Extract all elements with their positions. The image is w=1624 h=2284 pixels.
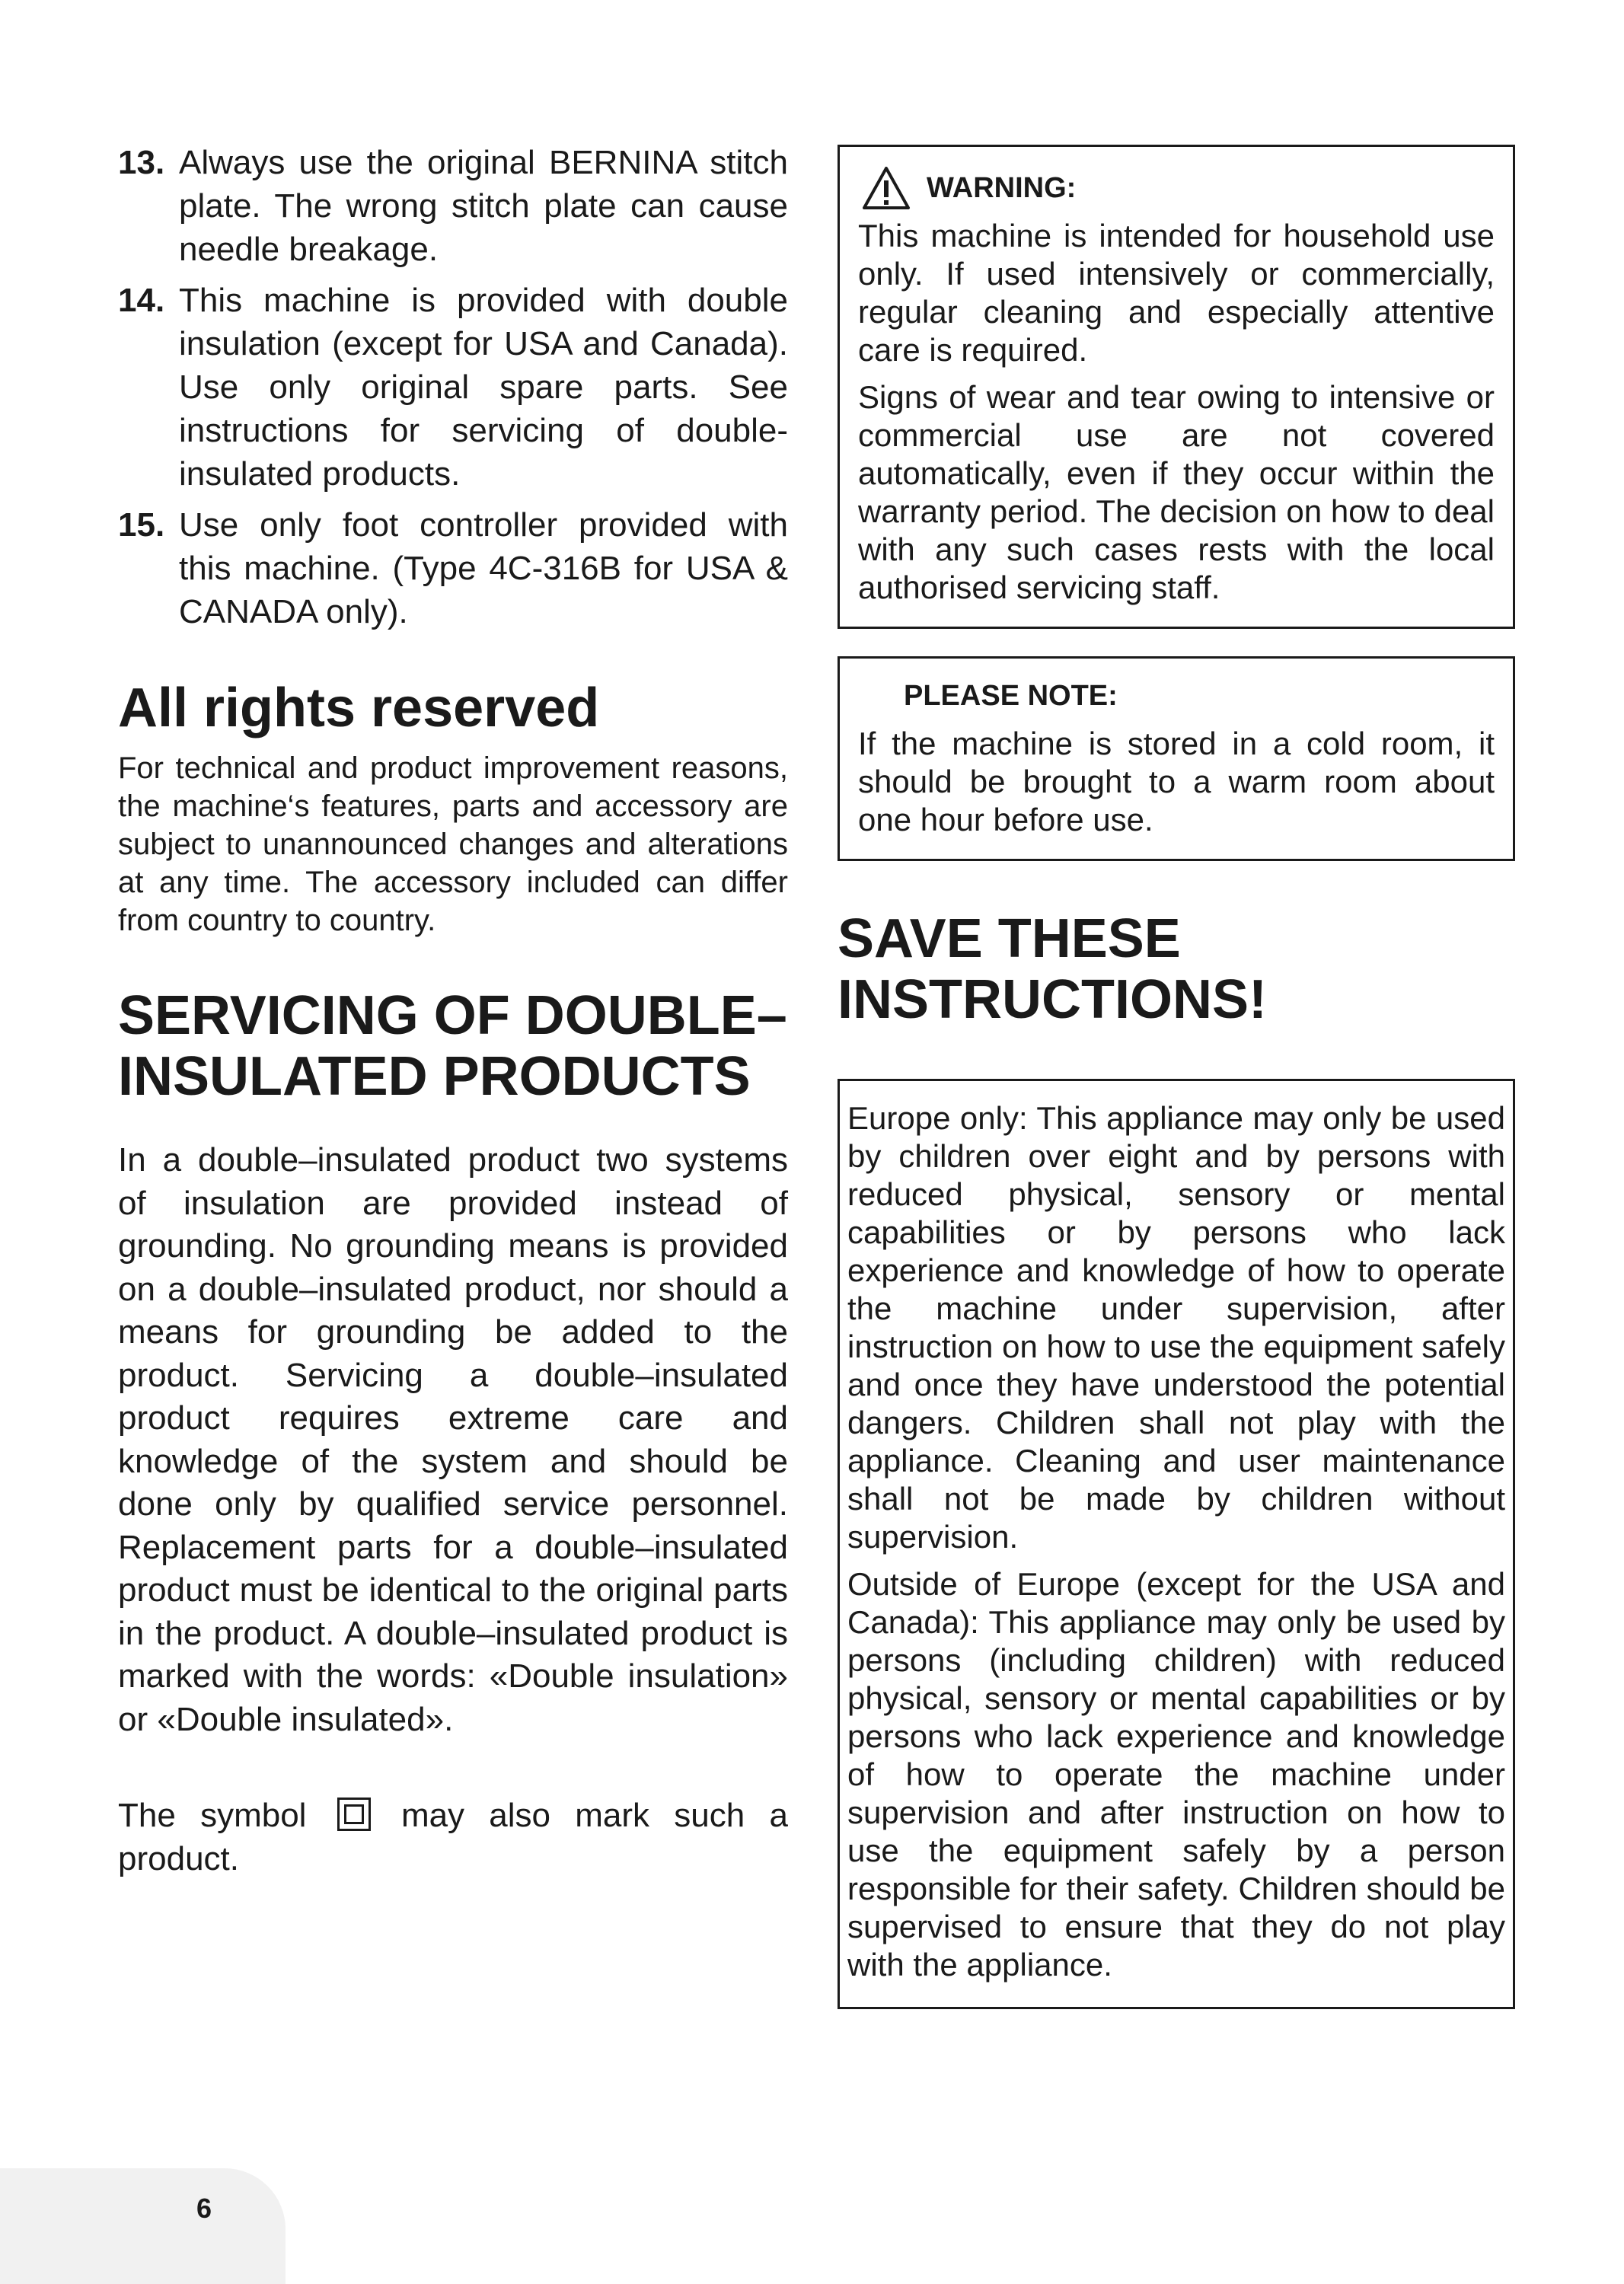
- servicing-heading: SERVICING OF DOUBLE–INSULATED PRODUCTS: [118, 985, 787, 1107]
- save-heading: SAVE THESE INSTRUCTIONS!: [838, 908, 1267, 1030]
- list-item: [118, 141, 788, 271]
- item-number: 13.: [118, 144, 165, 181]
- note-box: [838, 656, 1515, 861]
- warning-label: WARNING:: [927, 171, 1077, 204]
- servicing-text: In a double–insulated product two systems of insulation are provided instead of grounding. No grounding means is provided on a double–insulated product, nor should a means for grounding be added to the product. Servicing a double–insulated product requires extreme care and knowledge of the system and should be done only by qualified service personnel. Replacement parts for a double–insulated product must be identical to the original parts in the product. A double–insulated product is marked with the words: «Double insulation» or «Double insulated».: [118, 1141, 788, 1738]
- rights-text: For technical and product improvement reasons, the machine‘s features, parts and accessory are subject to unannounced changes and alterations at any time. The accessory included can differ from country to country.: [118, 751, 788, 937]
- warning-box: [838, 145, 1515, 629]
- warning-triangle-icon: [861, 165, 911, 211]
- symbol-text-after: may also mark such a product.: [118, 1797, 788, 1877]
- page-tab: [0, 2168, 286, 2284]
- right-column: [838, 145, 1515, 2009]
- page-number: 6: [196, 2193, 212, 2224]
- item-text: Always use the original BERNINA stitch plate. The wrong stitch plate can cause needle breakage.: [179, 144, 788, 268]
- note-text: If the machine is stored in a cold room, it should be brought to a warm room about one hour before use.: [858, 726, 1495, 837]
- symbol-text-before: The symbol: [118, 1797, 307, 1834]
- warning-text-2: Signs of wear and tear owing to intensive or commercial use are not covered automatically, even if they occur within the warranty period. The decision on how to deal with any such cases rests with the local authorised servicing staff.: [858, 379, 1495, 605]
- symbol-paragraph: [118, 1794, 788, 1880]
- europe-text-2: Outside of Europe (except for the USA and Canada): This appliance may only be used by persons (including children) with reduced physical, sensory or mental capabilities or by persons who lack experience and knowledge of how to operate the machine under supervision and after instruction on how to use the equipment safely by a person responsible for their safety. Children should be supervised to ensure that they do not play with the appliance.: [847, 1566, 1505, 1983]
- item-number: 15.: [118, 506, 165, 544]
- item-number: 14.: [118, 282, 165, 319]
- double-insulation-icon: [337, 1798, 371, 1831]
- left-column: [118, 141, 788, 1880]
- warning-header: [858, 165, 1495, 211]
- item-text: This machine is provided with double insulation (except for USA and Canada). Use only original spare parts. See instructions for servicing of double-insulated products.: [179, 282, 788, 493]
- europe-text-1: Europe only: This appliance may only be used by children over eight and by persons with reduced physical, sensory or mental capabilities or by persons who lack experience and knowledge of how to operate the machine under supervision, after instruction on how to use the equipment safely and once they have understood the potential dangers. Children shall not play with the appliance. Cleaning and user maintenance shall not be made by children without supervision.: [847, 1100, 1505, 1555]
- note-label: PLEASE NOTE:: [904, 680, 1118, 712]
- list-item: [118, 503, 788, 633]
- item-text: Use only foot controller provided with this machine. (Type 4C-316B for USA & CANADA only).: [179, 506, 788, 630]
- list-item: [118, 279, 788, 496]
- europe-box: [838, 1079, 1515, 2009]
- rights-heading: All rights reserved: [118, 678, 600, 738]
- warning-text-1: This machine is intended for household use only. If used intensively or commercially, regular cleaning and especially attentive care is required.: [858, 218, 1495, 368]
